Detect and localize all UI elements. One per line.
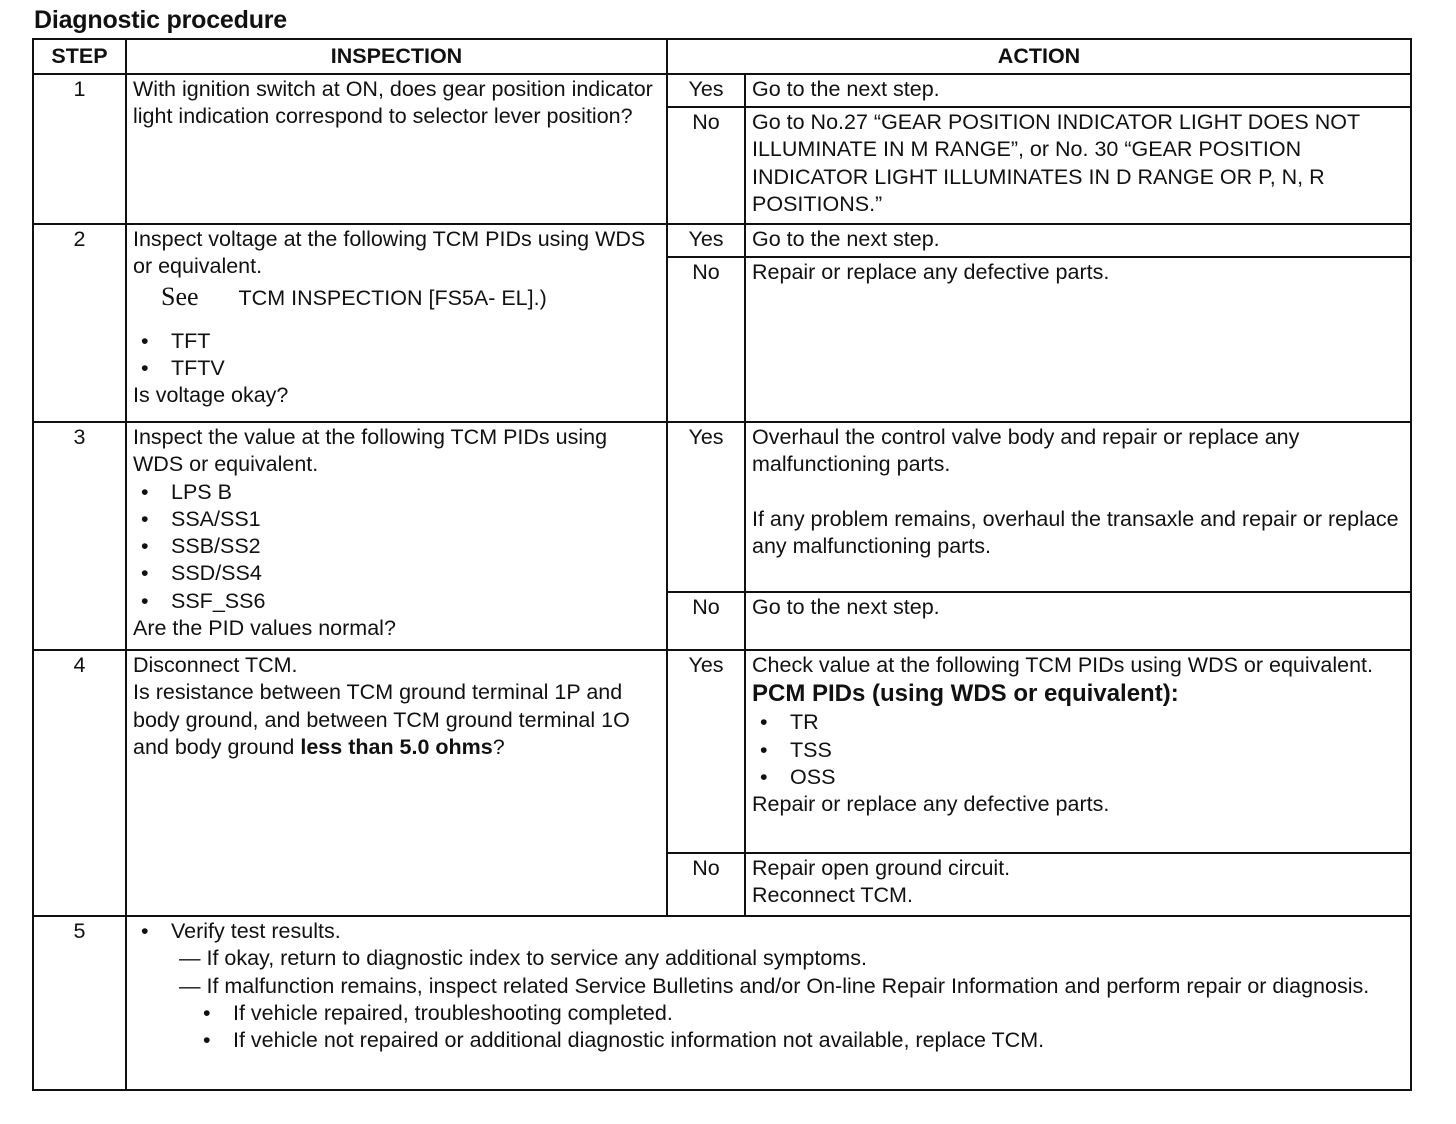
list-item: • TFT xyxy=(133,328,660,355)
step1-inspection: With ignition switch at ON, does gear position indicator light indication correspond to selector lever position? xyxy=(126,74,667,224)
step4-number: 4 xyxy=(33,650,126,916)
list-item: • TR xyxy=(752,709,1404,736)
header-row xyxy=(33,39,1411,74)
step3-question: Are the PID values normal? xyxy=(133,616,396,641)
step3-yes: Yes xyxy=(667,422,745,592)
step4-inspection-bold: less than 5.0 ohms xyxy=(300,734,493,759)
step2-yes: Yes xyxy=(667,224,745,257)
step4-no-action-1: Repair open ground circuit. xyxy=(752,856,1011,880)
step2-see-reference xyxy=(133,283,660,312)
step4-yes: Yes xyxy=(667,650,745,853)
step2-intro: Inspect voltage at the following TCM PIDs using WDS or equivalent. xyxy=(133,227,652,279)
step1-no-action: Go to No.27 “GEAR POSITION INDICATOR LIGHT DOES NOT ILLUMINATE IN M RANGE”, or No. 30 “GEAR POSITION INDICATOR LIGHT ILLUMINATES IN D RANGE OR P, N, R POSITIONS.” xyxy=(745,107,1411,224)
step3-no: No xyxy=(667,592,745,650)
step5-bullet: • Verify test results. xyxy=(133,918,1404,945)
list-item: • SSB/SS2 xyxy=(133,533,660,560)
step5-sub-bullet-2: • If vehicle not repaired or additional diagnostic information not available, replace TCM. xyxy=(133,1027,1404,1054)
step3-number: 3 xyxy=(33,422,126,650)
list-item: • OSS xyxy=(752,764,1404,791)
step3-yes-action-2: If any problem remains, overhaul the transaxle and repair or replace any malfunctioning parts. xyxy=(752,506,1405,558)
step2-inspection xyxy=(126,224,667,422)
step5-number: 5 xyxy=(33,916,126,1090)
step2-see-word: See xyxy=(161,281,199,311)
step1-number: 1 xyxy=(33,74,126,224)
step4-yes-subhead: PCM PIDs (using WDS or equivalent): xyxy=(752,680,1179,708)
step1-yes-row xyxy=(33,74,1411,107)
step2-pid-list xyxy=(133,328,660,383)
header-step: STEP xyxy=(33,39,126,74)
page-title: Diagnostic procedure xyxy=(34,6,287,34)
header-inspection: INSPECTION xyxy=(126,39,667,74)
step4-inspection-end: ? xyxy=(492,734,505,759)
step2-number: 2 xyxy=(33,224,126,422)
step3-intro: Inspect the value at the following TCM PIDs using WDS or equivalent. xyxy=(133,425,614,477)
list-item: • TSS xyxy=(752,737,1404,764)
step4-yes-action xyxy=(745,650,1411,853)
list-item: • SSD/SS4 xyxy=(133,560,660,587)
header-action: ACTION xyxy=(667,39,1411,74)
step5-content xyxy=(126,916,1411,1090)
step3-no-action: Go to the next step. xyxy=(745,592,1411,650)
step4-pcm-pid-list xyxy=(752,709,1404,791)
step2-see-ref: TCM INSPECTION [FS5A- EL].) xyxy=(238,285,547,310)
step4-no: No xyxy=(667,853,745,916)
diagnostic-table xyxy=(32,38,1412,1091)
step3-pid-list xyxy=(133,479,660,615)
step4-inspection xyxy=(126,650,667,916)
step2-question: Is voltage okay? xyxy=(133,383,289,408)
step2-no-action: Repair or replace any defective parts. xyxy=(745,257,1411,422)
step4-inspection-line1: Disconnect TCM. xyxy=(133,653,298,677)
list-item: • SSF_SS6 xyxy=(133,588,660,615)
step3-yes-action-1: Overhaul the control valve body and repair or replace any malfunctioning parts. xyxy=(752,425,1306,477)
step4-yes-row xyxy=(33,650,1411,853)
step4-inspection-plain: Is resistance between TCM ground terminal 1P and body ground, and between TCM ground terminal 1O and body ground xyxy=(133,680,636,759)
step5-dash-2: — If malfunction remains, inspect related Service Bulletins and/or On-line Repair Information and perform repair or diagnosis. xyxy=(179,973,1370,998)
list-item: • SSA/SS1 xyxy=(133,506,660,533)
step2-no: No xyxy=(667,257,745,422)
list-item: • LPS B xyxy=(133,479,660,506)
step4-yes-intro: Check value at the following TCM PIDs using WDS or equivalent. xyxy=(752,653,1373,677)
step1-no: No xyxy=(667,107,745,224)
step4-inspection-line2 xyxy=(133,679,660,761)
step5-sub-bullet-1: • If vehicle repaired, troubleshooting completed. xyxy=(133,1000,1404,1027)
step2-yes-action: Go to the next step. xyxy=(745,224,1411,257)
step1-yes: Yes xyxy=(667,74,745,107)
step3-inspection xyxy=(126,422,667,650)
list-item: • TFTV xyxy=(133,355,660,382)
step1-yes-action: Go to the next step. xyxy=(745,74,1411,107)
step3-yes-action xyxy=(745,422,1411,592)
step2-yes-row xyxy=(33,224,1411,257)
step3-yes-row xyxy=(33,422,1411,592)
step4-no-action-2: Reconnect TCM. xyxy=(752,883,913,908)
step4-no-action xyxy=(745,853,1411,916)
step5-row xyxy=(33,916,1411,1090)
step4-yes-end: Repair or replace any defective parts. xyxy=(752,792,1110,817)
step5-dash-1: — If okay, return to diagnostic index to service any additional symptoms. xyxy=(179,946,867,971)
